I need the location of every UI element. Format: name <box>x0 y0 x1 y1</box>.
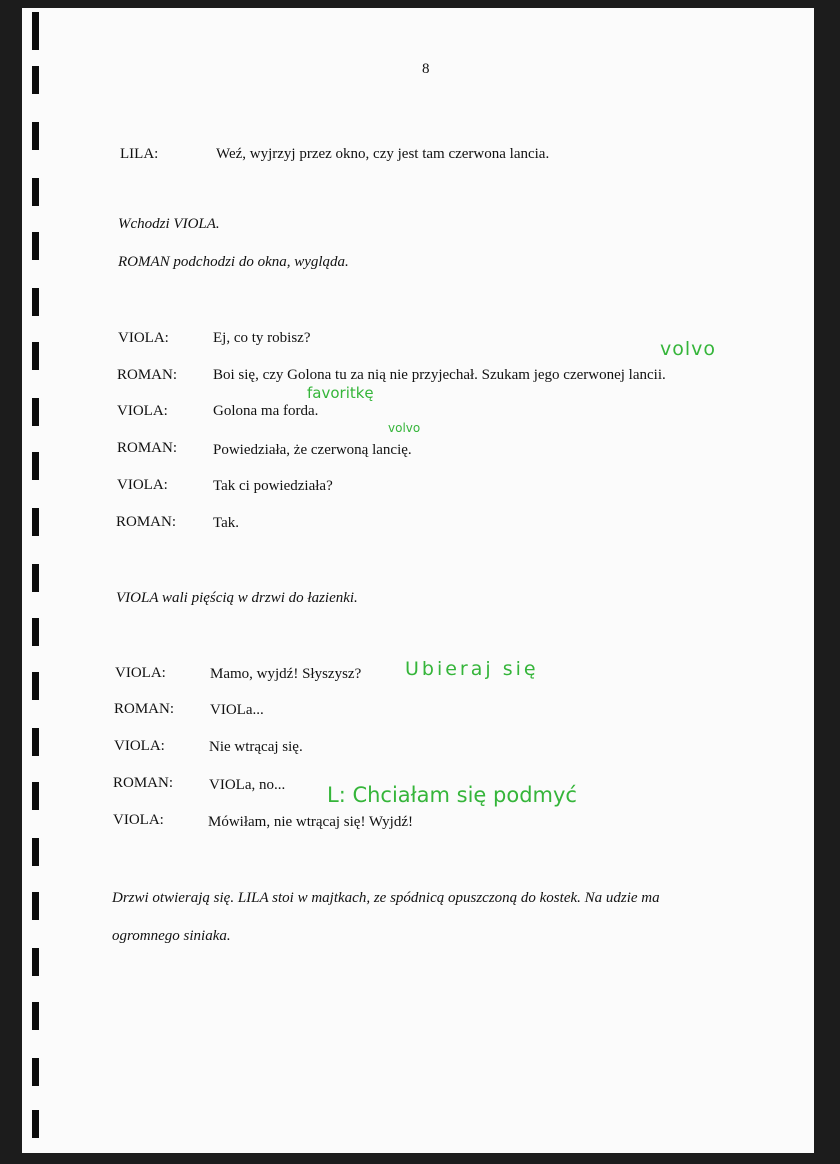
stage-direction: Drzwi otwierają się. LILA stoi w majtkach, ze spódnicą opuszczoną do kostek. Na udzie ma <box>112 890 660 906</box>
handwritten-note: L: Chciałam się podmyć <box>327 783 577 807</box>
dialogue-text: VIOLa, no... <box>209 777 286 793</box>
binding-hole <box>32 1058 39 1086</box>
dialogue-text: Ej, co ty robisz? <box>213 330 311 346</box>
page-number: 8 <box>422 61 430 77</box>
dialogue-text: Boi się, czy Golona tu za nią nie przyjechał. Szukam jego czerwonej lancii. <box>213 367 666 383</box>
binding-hole <box>32 728 39 756</box>
speaker-name: VIOLA: <box>117 477 168 493</box>
binding-hole <box>32 948 39 976</box>
speaker-name: VIOLA: <box>117 403 168 419</box>
script-page <box>22 8 814 1153</box>
speaker-name: LILA: <box>120 146 159 162</box>
handwritten-note: volvo <box>388 421 421 435</box>
binding-hole <box>32 232 39 260</box>
binding-hole <box>32 838 39 866</box>
binding-hole <box>32 452 39 480</box>
speaker-name: ROMAN: <box>116 514 177 530</box>
binding-hole <box>32 1110 39 1138</box>
dialogue-text: Mówiłam, nie wtrącaj się! Wyjdź! <box>208 814 414 830</box>
stage-direction: VIOLA wali pięścią w drzwi do łazienki. <box>116 590 358 606</box>
binding-hole <box>32 892 39 920</box>
speaker-name: VIOLA: <box>113 812 164 828</box>
dialogue-text: Tak ci powiedziała? <box>213 478 333 494</box>
binding-hole <box>32 564 39 592</box>
dialogue-text: Mamo, wyjdź! Słyszysz? <box>210 666 362 682</box>
stage-direction: Wchodzi VIOLA. <box>118 216 220 232</box>
dialogue-text: VIOLa... <box>210 702 264 718</box>
binding-hole <box>32 288 39 316</box>
handwritten-note: favoritkę <box>307 384 374 402</box>
binding-hole <box>32 508 39 536</box>
dialogue-text: Weź, wyjrzyj przez okno, czy jest tam czerwona lancia. <box>216 146 550 162</box>
binding-holes <box>32 0 42 1164</box>
dialogue-text: Golona ma forda. <box>213 403 319 419</box>
handwritten-note: volvo <box>660 338 717 360</box>
handwritten-note: Ubieraj się <box>405 658 539 680</box>
speaker-name: VIOLA: <box>114 738 165 754</box>
speaker-name: ROMAN: <box>113 775 174 791</box>
binding-hole <box>32 342 39 370</box>
dialogue-text: Powiedziała, że czerwoną lancię. <box>213 442 412 458</box>
binding-hole <box>32 12 39 50</box>
binding-hole <box>32 178 39 206</box>
speaker-name: ROMAN: <box>117 440 178 456</box>
binding-hole <box>32 66 39 94</box>
speaker-name: ROMAN: <box>117 367 178 383</box>
speaker-name: VIOLA: <box>115 665 166 681</box>
speaker-name: ROMAN: <box>114 701 175 717</box>
dialogue-text: Tak. <box>213 515 240 531</box>
binding-hole <box>32 1002 39 1030</box>
stage-direction: ogromnego siniaka. <box>112 928 231 944</box>
speaker-name: VIOLA: <box>118 330 169 346</box>
binding-hole <box>32 782 39 810</box>
binding-hole <box>32 398 39 426</box>
stage-direction: ROMAN podchodzi do okna, wygląda. <box>118 254 349 270</box>
binding-hole <box>32 672 39 700</box>
dialogue-text: Nie wtrącaj się. <box>209 739 303 755</box>
binding-hole <box>32 618 39 646</box>
binding-hole <box>32 122 39 150</box>
